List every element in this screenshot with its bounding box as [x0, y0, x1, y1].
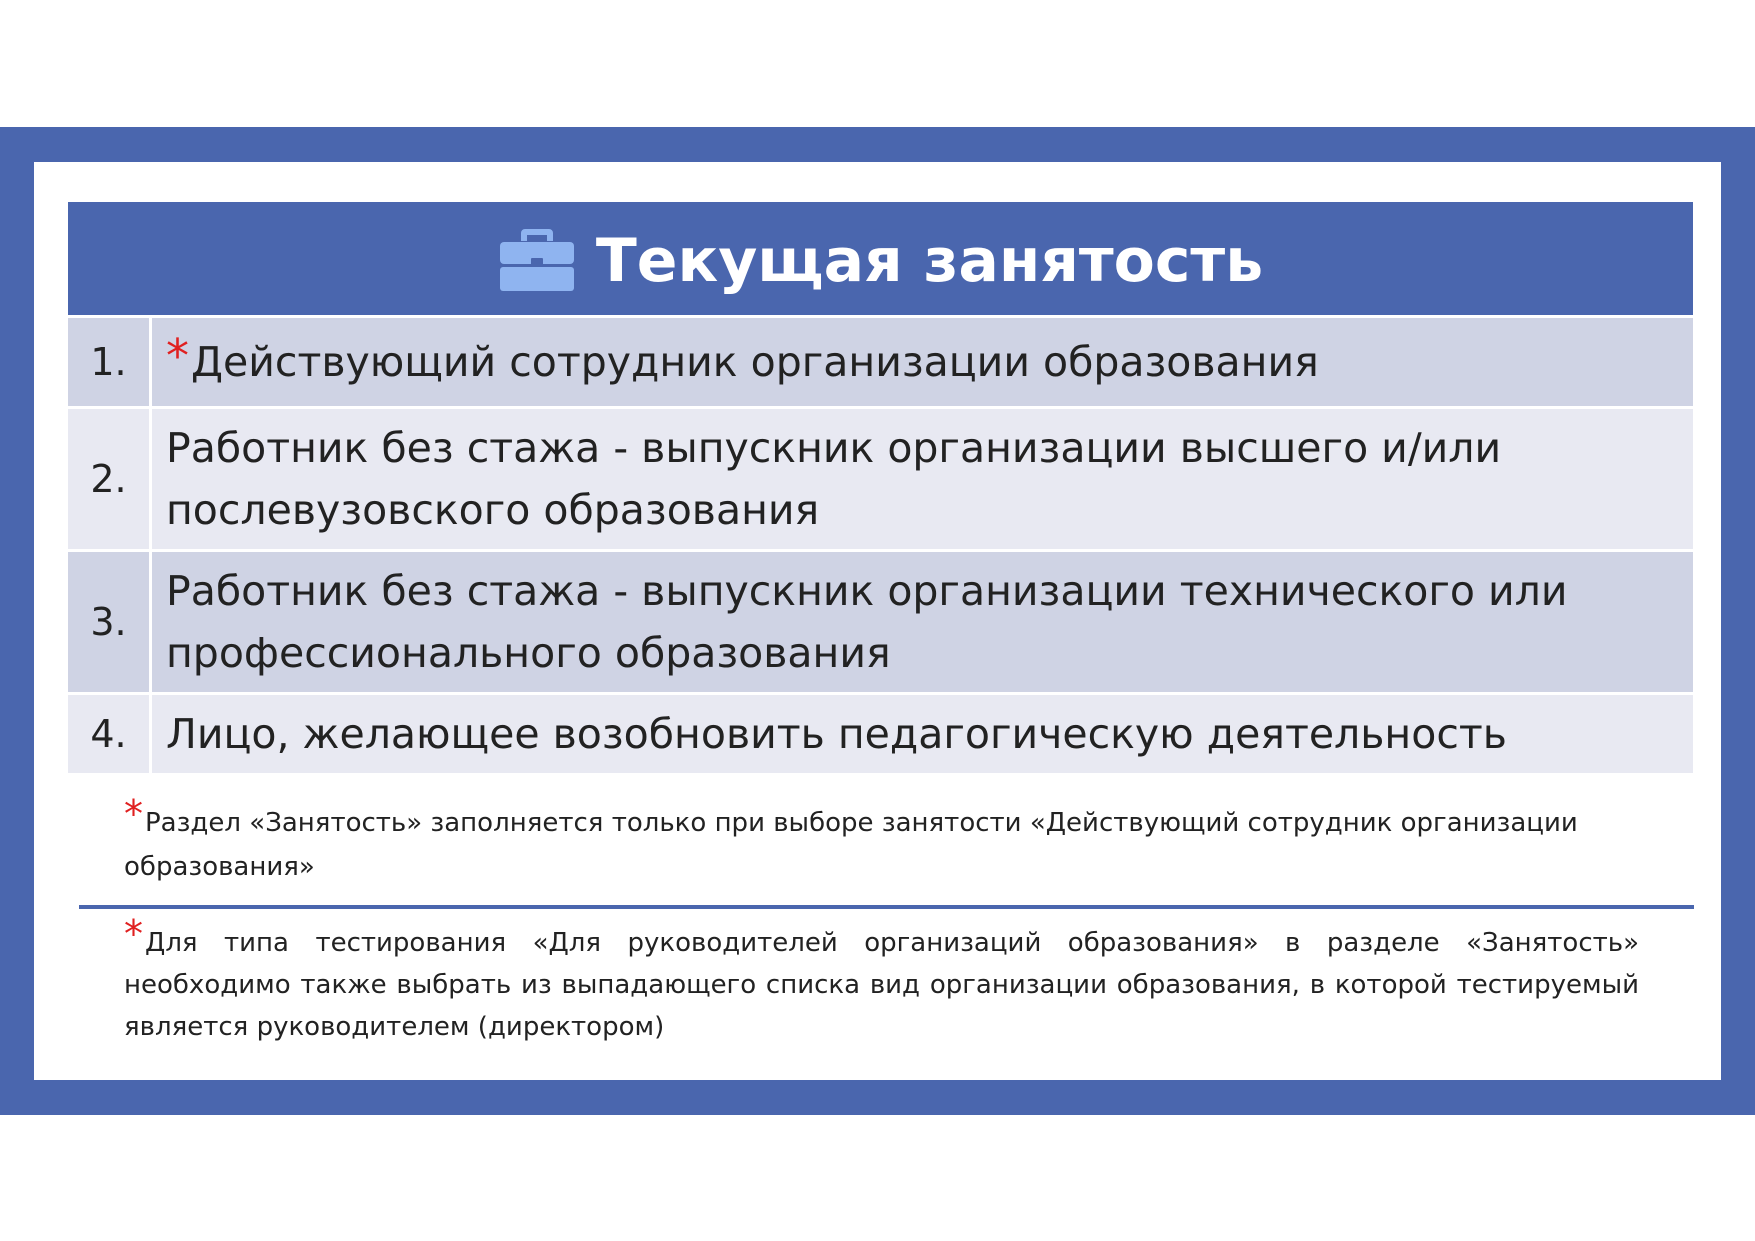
employment-table	[68, 318, 1693, 776]
row-text	[152, 695, 1693, 773]
row-number: 3.	[68, 552, 152, 692]
divider	[79, 905, 1694, 909]
row-label: Действующий сотрудник организации образования	[191, 338, 1319, 386]
slide-content	[34, 162, 1721, 1080]
footnote-text: Для типа тестирования «Для руководителей организаций образования» в разделе «Занятость» необходимо также выбрать из выпадающего списка вид организации образования, в которой тестируемый является руководителем (директором)	[124, 928, 1639, 1042]
row-number: 4.	[68, 695, 152, 773]
row-label: Работник без стажа - выпускник организации технического или профессионального образования	[166, 567, 1568, 677]
row-label: Работник без стажа - выпускник организации высшего и/или послевузовского образования	[166, 424, 1502, 534]
row-number: 1.	[68, 318, 152, 406]
row-text	[152, 552, 1693, 692]
footnote-test-type	[124, 912, 1639, 1048]
row-text	[152, 318, 1693, 406]
table-row	[68, 318, 1693, 409]
row-number: 2.	[68, 409, 152, 549]
title-bar	[68, 202, 1693, 315]
required-asterisk: *	[124, 792, 143, 836]
required-asterisk: *	[124, 912, 143, 956]
row-text	[152, 409, 1693, 549]
table-row	[68, 409, 1693, 552]
table-row	[68, 695, 1693, 776]
row-label: Лицо, желающее возобновить педагогическую деятельность	[166, 710, 1507, 758]
table-row	[68, 552, 1693, 695]
footnote-text: Раздел «Занятость» заполняется только при выборе занятости «Действующий сотрудник организации образования»	[124, 808, 1578, 882]
footnote-employment-section	[124, 792, 1639, 889]
required-asterisk: *	[166, 329, 189, 383]
slide-frame	[0, 127, 1755, 1115]
page-title: Текущая занятость	[595, 225, 1264, 296]
briefcase-icon	[498, 225, 576, 293]
